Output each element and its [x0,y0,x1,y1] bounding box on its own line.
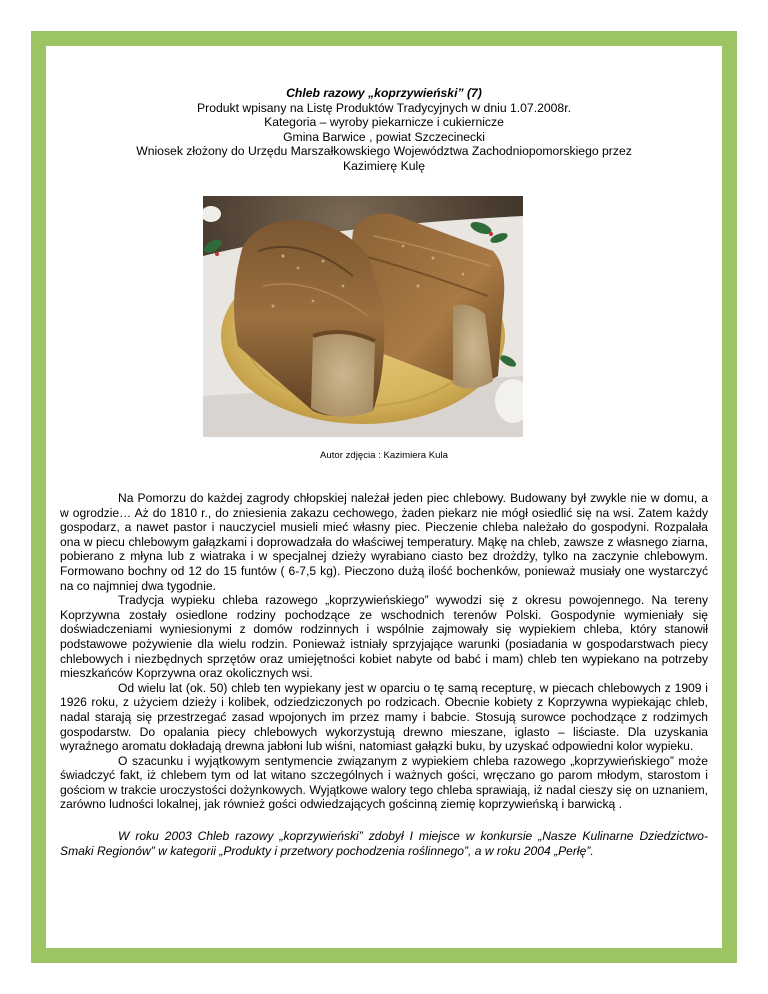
document-title: Chleb razowy „koprzywieński” (7) [286,86,482,100]
photo-caption: Autor zdjęcia : Kazimiera Kula [320,450,448,461]
paragraph-respect: O szacunku i wyjątkowym sentymencie związanym z wypiekiem chleba razowego „koprzywieńskiego” może świadczyć fakt, iż chlebem tym od lat witano szczególnych i ważnych gości, wręczano go parom młodym, starostom i gościom w trakcie uroczystości dożynkowych. Wyjątkowe walory tego chleba sprawiają, iż nadal cieszy się on uznaniem, zarówno ludności lokalnej, jak również gości odwiedzających gościnną ziemię koprzywieńską i barwicką . [60,753,708,812]
document-header [60,86,708,173]
paragraph-recipe: Od wielu lat (ok. 50) chleb ten wypiekany jest w oparciu o tę samą recepturę, w piecach chlebowych z 1909 i 1926 roku, z użyciem dzieży i kolibek, odziedziczonych po rodzicach. Obecnie kobiety z Koprzywna wypiekając chleb, nadal starają się przestrzegać zasad wpojonych im przez mamy i babcie. Stosują surowce pochodzące z rodzimych gospodarstw. Do opalania piecy chlebowych wykorzystują drewno mieszane, iglasto – liściaste. Dla uzyskania wyraźnego aromatu dokładają drewna jabłoni lub wiśni, natomiast gałązki buku, by uzyskać odpowiedni kolor wypieku. [60,680,708,754]
paragraph-history: Na Pomorzu do każdej zagrody chłopskiej należał jeden piec chlebowy. Budowany był zwykle nie w domu, a w ogrodzie… Aż do 1810 r., do zniesienia zakazu cechowego, żaden piekarz nie mógł osiedlić się na wsi. Zatem każdy gospodarz, a nawet pastor i nauczyciel musieli mieć własny piec. Pieczenie chleba należało do gospodyni. Rozpalała ona w piecu chlebowym gałązkami i doprowadzała do właściwej temperatury. Mąkę na chleb, zawsze z własnego ziarna, pobierano z młyna lub z wiatraka i w specjalnej dzieży wyrabiano ciasto bez drożdży, tylko na zaczynie chlebowym. Formowano bochny od 12 do 15 funtów ( 6-7,5 kg). Pieczono dużą ilość bochenków, ponieważ musiały one wystarczyć na co najmniej dwa tygodnie. [60,491,708,593]
header-line-category: Kategoria – wyroby piekarnicze i cukiernicze [264,115,504,129]
header-line-application: Wniosek złożony do Urzędu Marszałkowskiego Województwa Zachodniopomorskiego przez [136,144,632,158]
article-body [60,491,708,858]
header-line-applicant: Kazimierę Kulę [343,158,425,173]
header-line-municipality: Gmina Barwice , powiat Szczecinecki [283,129,485,144]
paragraph-tradition: Tradycja wypieku chleba razowego „koprzywieńskiego” wywodzi się z okresu powojennego. Na tereny Koprzywna zostały osiedlone rodziny pochodzące ze wschodnich terenów Polski. Gospodynie wymieniały się doświadczeniami wyniesionymi z domów rodzinnych i wspólnie zajmowały się wypiekiem chleba, który stanowił podstawowe pożywienie dla wielu rodzin. Ponieważ istniały sprzyjające warunki (posiadania w gospodarstwach piecy chlebowych i niezbędnych sprzętów oraz umiejętności kobiet nabyte od babć i mam) chleb ten wypiekano na potrzeby mieszkańców Koprzywna oraz okolicznych wsi. [60,593,708,681]
header-line-registration: Produkt wpisany na Listę Produktów Tradycyjnych w dniu 1.07.2008r. [197,100,571,115]
paragraph-award: W roku 2003 Chleb razowy „koprzywieński” zdobył I miejsce w konkursie „Nasze Kulinarne Dziedzictwo-Smaki Regionów” w kategorii „Produkty i przetwory pochodzenia roślinnego”, a w roku 2004 „Perłę”. [60,829,708,858]
bread-photo-illustration [203,196,523,437]
bread-photo [203,196,523,437]
